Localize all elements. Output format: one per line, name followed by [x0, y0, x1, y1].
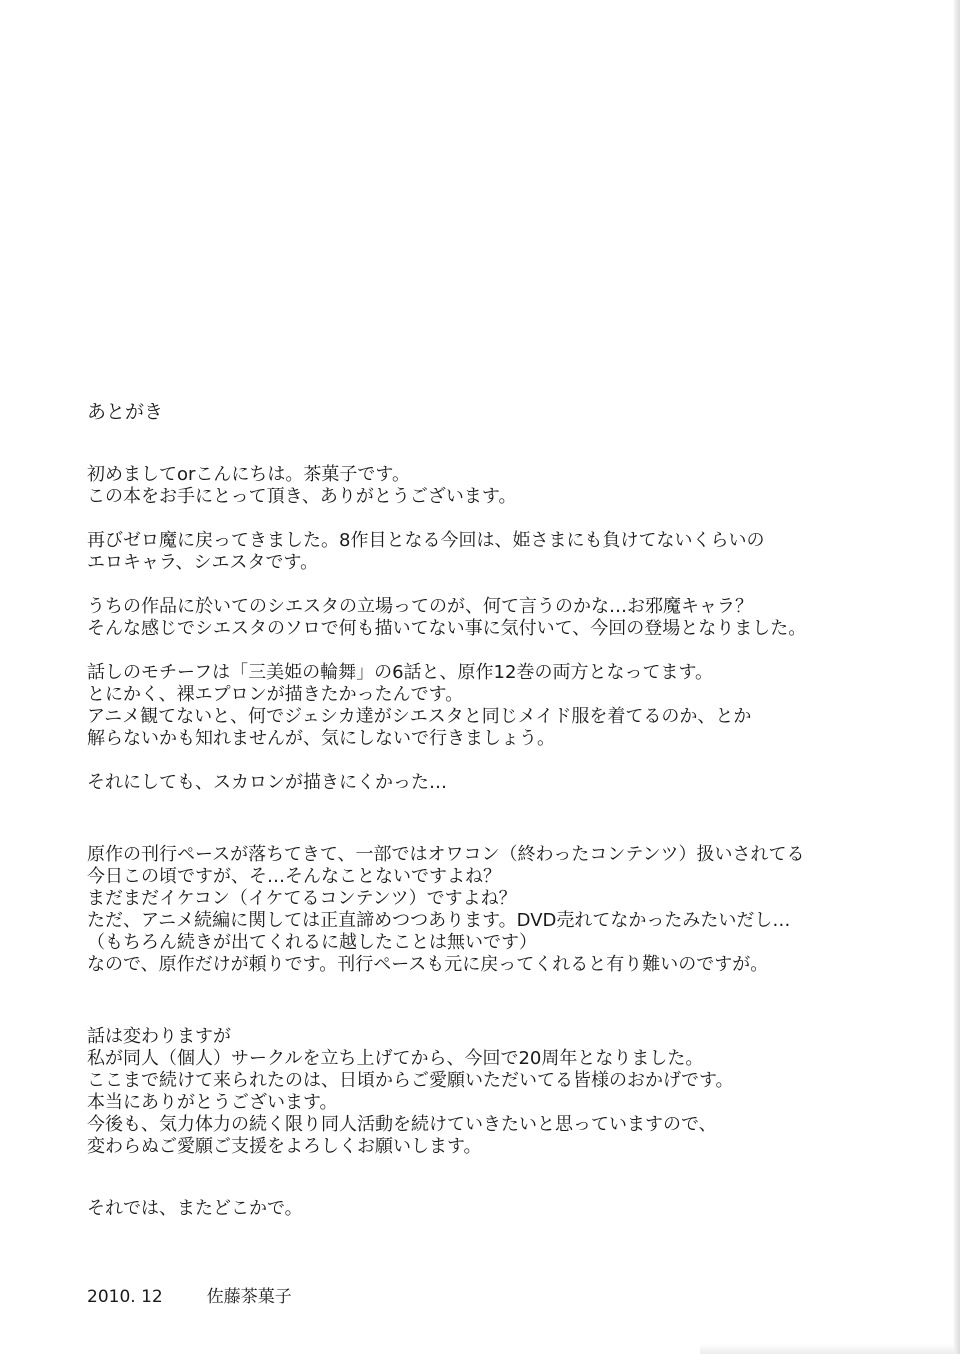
text-line: 原作の刊行ペースが落ちてきて、一部ではオワコン（終わったコンテンツ）扱いされてる — [87, 844, 805, 865]
text-line: それでは、またどこかで。 — [87, 1198, 303, 1219]
paragraph-greeting — [87, 464, 907, 508]
text-line: 話は変わりますが — [87, 1026, 231, 1047]
text-line: 私が同人（個人）サークルを立ち上げてから、今回で20周年となりました。 — [87, 1048, 704, 1069]
paragraph-anniversary — [87, 1026, 907, 1158]
text-line: 再びゼロ魔に戻ってきました。8作目となる今回は、姫さまにも負けてないくらいの — [87, 530, 765, 551]
paragraph-closing — [87, 1198, 907, 1220]
scan-edge-shadow-bottom — [700, 1344, 954, 1354]
text-line: ここまで続けて来られたのは、日頃からご愛願いただいてる皆様のおかげです。 — [87, 1070, 734, 1091]
signature — [87, 1286, 907, 1308]
text-line: そんな感じでシエスタのソロで何も描いてない事に気付いて、今回の登場となりました。 — [87, 618, 807, 639]
text-line: 話しのモチーフは「三美姫の輪舞」の6話と、原作12巻の両方となってます。 — [87, 662, 714, 683]
text-line: 解らないかも知れませんが、気にしないで行きましょう。 — [87, 728, 555, 749]
text-line: 今後も、気力体力の続く限り同人活動を続けていきたいと思っていますので、 — [87, 1114, 717, 1135]
afterword-heading: あとがき — [87, 401, 164, 423]
text-line: エロキャラ、シエスタです。 — [87, 552, 319, 573]
text-line: （もちろん続きが出てくれるに越したことは無いです） — [87, 932, 537, 953]
paragraph-motif — [87, 662, 907, 750]
text-line: 変わらぬご愛願ご支援をよろしくお願いします。 — [87, 1136, 482, 1157]
text-line: なので、原作だけが頼りです。刊行ペースも元に戻ってくれると有り難いのですが。 — [87, 954, 769, 975]
scan-edge-shadow — [954, 0, 960, 1354]
paragraph-publication-pace — [87, 844, 907, 976]
text-line: うちの作品に於いてのシエスタの立場ってのが、何て言うのかな…お邪魔キャラ？ — [87, 596, 753, 617]
text-line: この本をお手にとって頂き、ありがとうございます。 — [87, 486, 517, 507]
text-line: それにしても、スカロンが描きにくかった… — [87, 772, 447, 793]
text-line: 本当にありがとうございます。 — [87, 1092, 338, 1113]
signature-date: 2010. 12 — [87, 1287, 163, 1307]
text-line: 今日この頃ですが、そ…そんなことないですよね？ — [87, 866, 501, 887]
text-line: アニメ観てないと、何でジェシカ達がシエスタと同じメイド服を着てるのか、とか — [87, 706, 752, 727]
signature-author: 佐藤茶菓子 — [206, 1287, 292, 1307]
text-line: まだまだイケコン（イケてるコンテンツ）ですよね？ — [87, 888, 517, 909]
text-line: とにかく、裸エプロンが描きたかったんです。 — [87, 684, 464, 705]
paragraph-scarron — [87, 772, 907, 794]
text-line: ただ、アニメ続編に関しては正直諦めつつあります。DVD売れてなかったみたいだし… — [87, 910, 791, 931]
paragraph-siesta-role — [87, 596, 907, 640]
afterword-section — [87, 400, 907, 1308]
text-line: 初めましてorこんにちは。茶菓子です。 — [87, 464, 410, 485]
paragraph-return — [87, 530, 907, 574]
